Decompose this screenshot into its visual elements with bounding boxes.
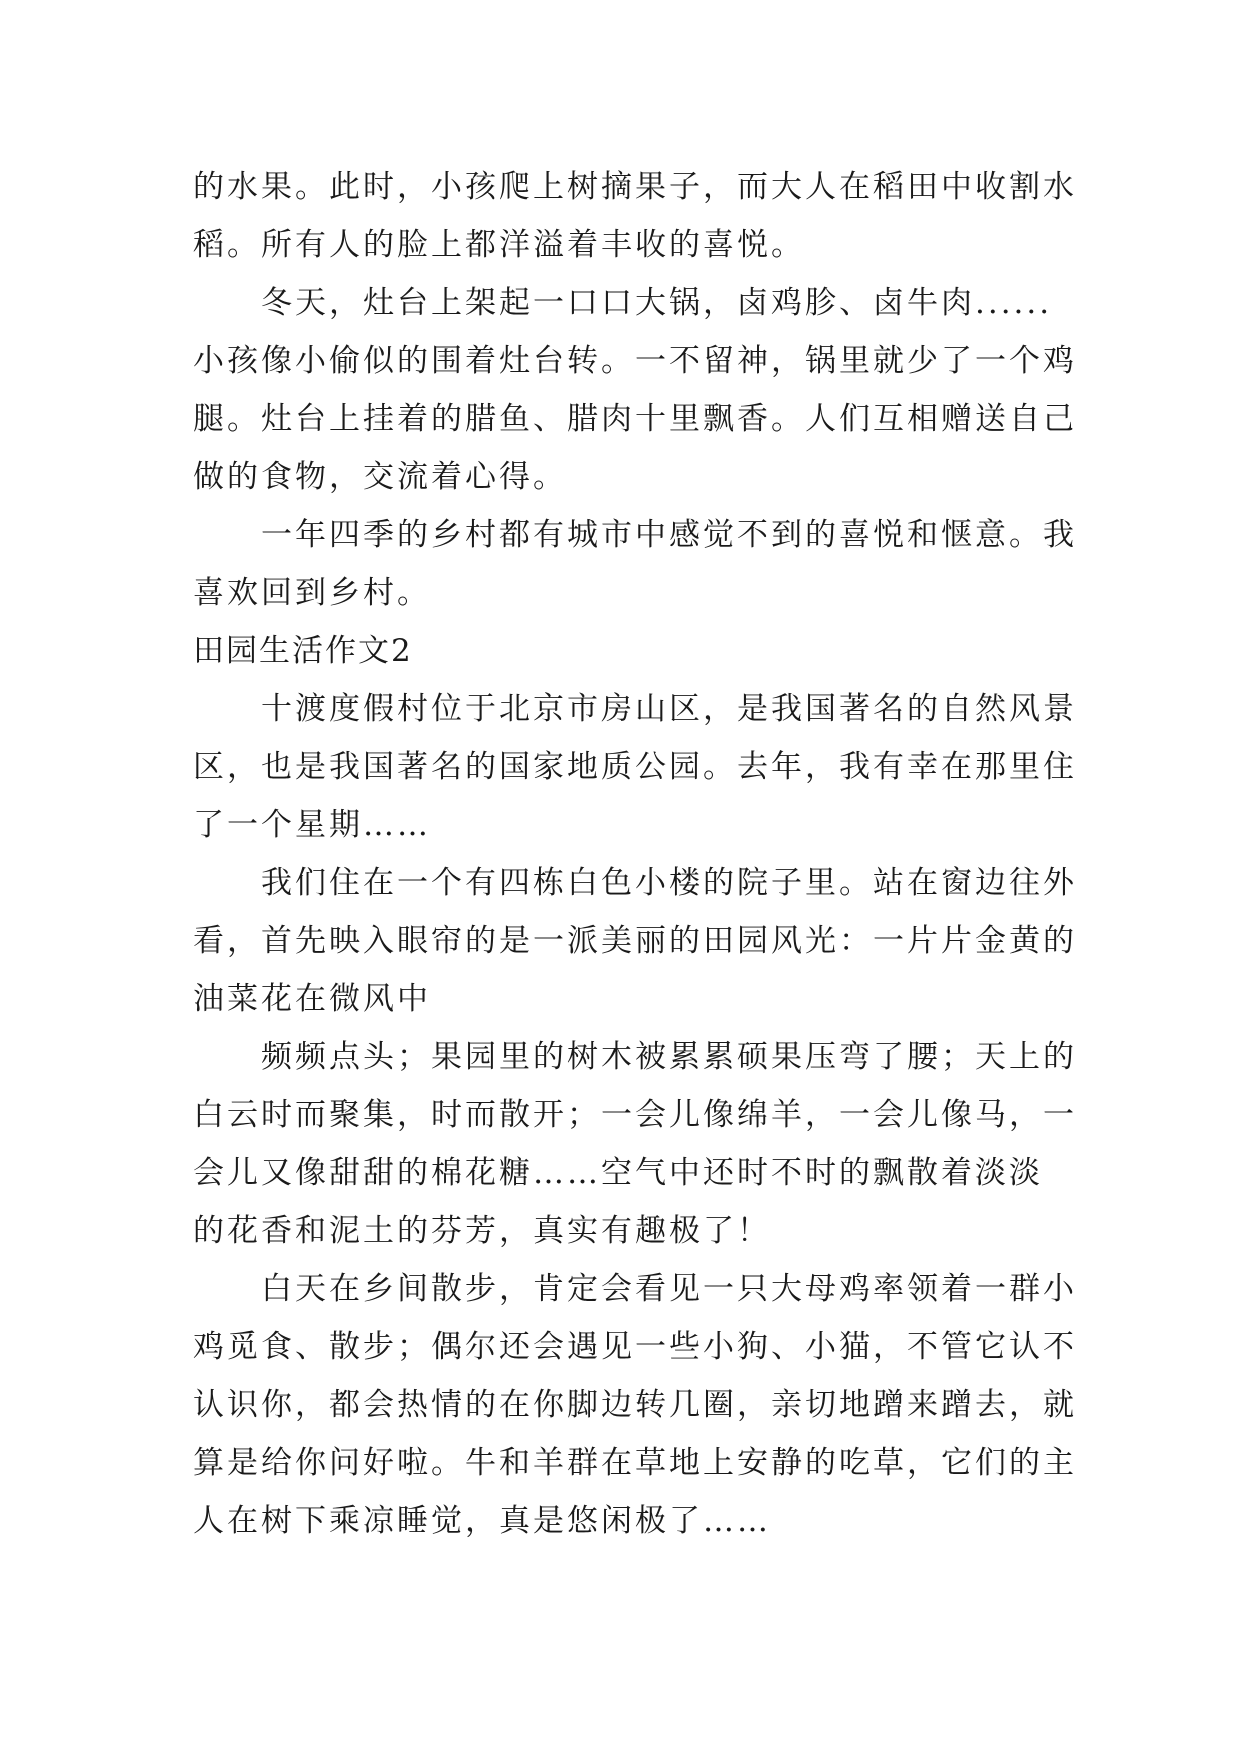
- text-line: 人在树下乘凉睡觉，真是悠闲极了……: [193, 1503, 771, 1539]
- text-line: 喜欢回到乡村。: [193, 575, 431, 611]
- text-line: 的水果。此时，小孩爬上树摘果子，而大人在稻田中收割水: [193, 169, 1077, 205]
- paragraph-start-line: 我们住在一个有四栋白色小楼的院子里。站在窗边往外: [261, 865, 1077, 901]
- paragraph-start-line: 十渡度假村位于北京市房山区，是我国著名的自然风景: [261, 691, 1077, 727]
- text-line: 稻。所有人的脸上都洋溢着丰收的喜悦。: [193, 227, 805, 263]
- paragraph-start-line: 冬天，灶台上架起一口口大锅，卤鸡胗、卤牛肉......: [261, 285, 1053, 321]
- text-line: 看，首先映入眼帘的是一派美丽的田园风光：一片片金黄的: [193, 923, 1077, 959]
- text-line: 小孩像小偷似的围着灶台转。一不留神，锅里就少了一个鸡: [193, 343, 1077, 379]
- text-line: 认识你，都会热情的在你脚边转几圈，亲切地蹭来蹭去，就: [193, 1387, 1077, 1423]
- text-line: 白云时而聚集，时而散开；一会儿像绵羊，一会儿像马，一: [193, 1097, 1077, 1133]
- text-line: 了一个星期……: [193, 807, 431, 843]
- text-line: 的花香和泥土的芬芳，真实有趣极了！: [193, 1213, 771, 1249]
- text-line: 做的食物，交流着心得。: [193, 459, 567, 495]
- text-line: 算是给你问好啦。牛和羊群在草地上安静的吃草，它们的主: [193, 1445, 1077, 1481]
- text-line: 腿。灶台上挂着的腊鱼、腊肉十里飘香。人们互相赠送自己: [193, 401, 1077, 437]
- text-line: 会儿又像甜甜的棉花糖……空气中还时不时的飘散着淡淡: [193, 1155, 1043, 1191]
- text-line: 鸡觅食、散步；偶尔还会遇见一些小狗、小猫，不管它认不: [193, 1329, 1077, 1365]
- section-title: 田园生活作文2: [193, 633, 413, 669]
- text-line: 油菜花在微风中: [193, 981, 431, 1017]
- paragraph-start-line: 一年四季的乡村都有城市中感觉不到的喜悦和惬意。我: [261, 517, 1077, 553]
- paragraph-start-line: 白天在乡间散步，肯定会看见一只大母鸡率领着一群小: [261, 1271, 1077, 1307]
- paragraph-start-line: 频频点头；果园里的树木被累累硕果压弯了腰；天上的: [261, 1039, 1077, 1075]
- document-body: [193, 158, 1077, 1550]
- text-line: 区，也是我国著名的国家地质公园。去年，我有幸在那里住: [193, 749, 1077, 785]
